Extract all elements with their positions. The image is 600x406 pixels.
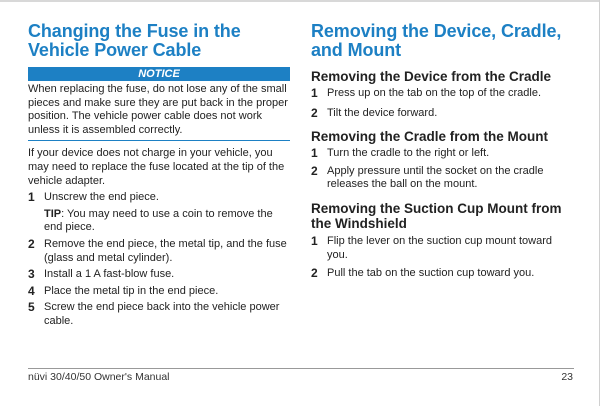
fuse-step-3 — [28, 268, 290, 282]
fuse-heading: Changing the Fuse in the Vehicle Power Cable — [28, 21, 241, 60]
mount-step-2 — [311, 165, 569, 192]
section-title-cradle: Removing the Device from the Cradle — [311, 69, 552, 84]
step-number: 3 — [28, 267, 35, 282]
mount-step-1 — [311, 147, 569, 161]
fuse-tip — [44, 208, 290, 235]
fuse-steps — [28, 191, 290, 328]
fuse-step-5 — [28, 301, 290, 328]
notice-text: When replacing the fuse, do not lose any of the small pieces and make sure they are put back in the proper position. The vehicle power cable does not work unless it is assembled correctly. — [28, 83, 290, 141]
step-text: Remove the end piece, the metal tip, and the fuse (glass and metal cylinder). — [44, 237, 287, 264]
step-number: 2 — [311, 105, 318, 120]
step-text: Install a 1 A fast-blow fuse. — [44, 268, 175, 281]
fuse-step-2 — [28, 238, 290, 265]
fuse-intro: If your device does not charge in your vehicle, you may need to replace the fuse located at the tip of the vehicle adapter. — [28, 147, 285, 187]
suction-step-1 — [311, 235, 569, 262]
notice-banner: NOTICE — [28, 67, 290, 81]
step-number: 2 — [311, 163, 318, 178]
left-column — [28, 22, 290, 329]
fuse-step-1 — [28, 191, 290, 205]
step-number: 5 — [28, 300, 35, 315]
step-number: 1 — [311, 86, 318, 100]
step-text: Pull the tab on the suction cup toward you. — [327, 267, 535, 280]
fuse-step-4 — [28, 285, 290, 299]
removing-heading: Removing the Device, Cradle, and Mount — [311, 21, 562, 60]
right-column — [311, 22, 569, 281]
section-title-mount: Removing the Cradle from the Mount — [311, 129, 549, 145]
suction-step-2 — [311, 267, 569, 281]
step-number: 4 — [28, 283, 35, 298]
cradle-step-1 — [311, 87, 569, 101]
section-title-suction: Removing the Suction Cup Mount from the Windshield — [311, 200, 562, 231]
step-number: 1 — [311, 233, 318, 248]
cradle-step-2 — [311, 107, 569, 121]
step-text: Tilt the device forward. — [327, 106, 438, 119]
footer-manual-title: nüvi 30/40/50 Owner's Manual — [28, 371, 170, 383]
step-text: Press up on the tab on the top of the cradle. — [327, 87, 542, 99]
tip-text: : You may need to use a coin to remove the end piece. — [44, 207, 273, 234]
page-number: 23 — [561, 371, 573, 383]
top-border — [0, 0, 600, 2]
step-text: Apply pressure until the socket on the cradle releases the ball on the mount. — [327, 164, 544, 191]
step-number: 2 — [28, 236, 35, 251]
step-text: Turn the cradle to the right or left. — [327, 147, 490, 160]
step-number: 2 — [311, 266, 318, 281]
step-number: 1 — [28, 190, 35, 205]
step-text: Flip the lever on the suction cup mount toward you. — [327, 234, 553, 261]
step-text: Place the metal tip in the end piece. — [44, 284, 219, 297]
step-number: 1 — [311, 146, 318, 161]
footer-rule — [28, 368, 574, 369]
step-text: Screw the end piece back into the vehicle power cable. — [44, 301, 280, 327]
step-text: Unscrew the end piece. — [44, 191, 159, 204]
tip-label: TIP — [44, 207, 62, 220]
